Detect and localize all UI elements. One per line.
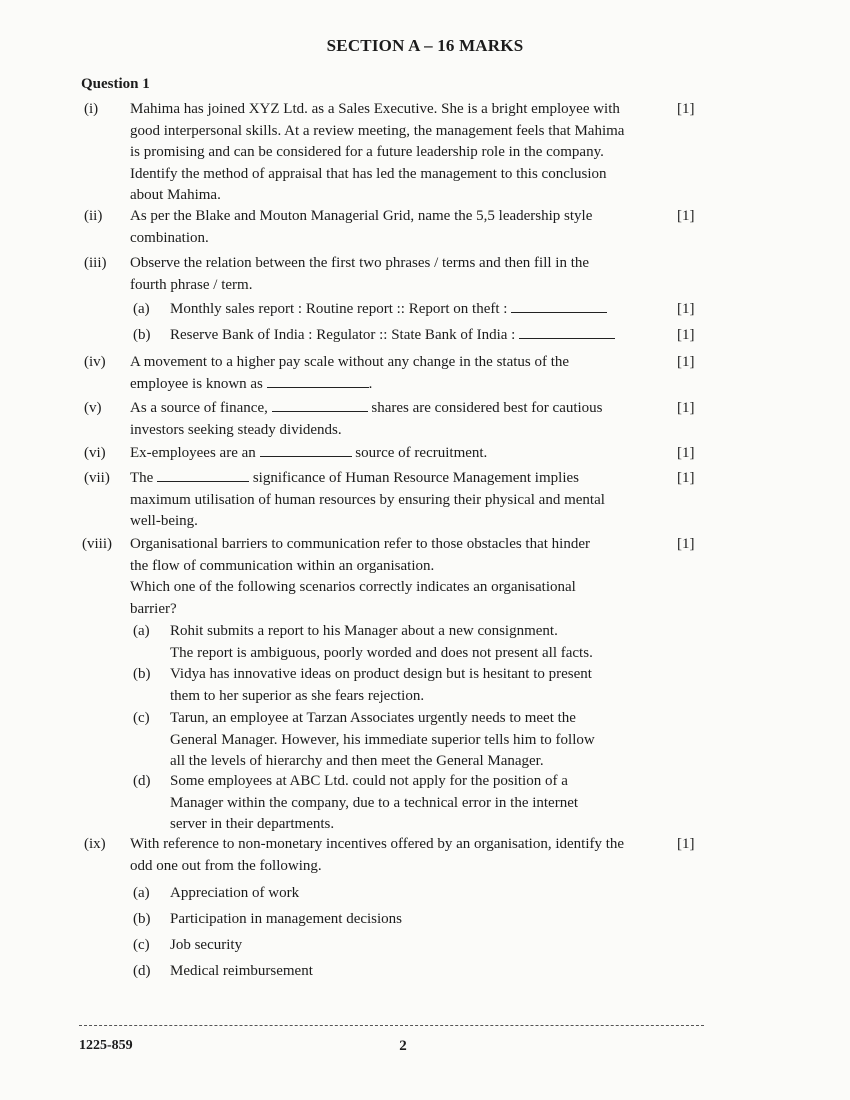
text-line: odd one out from the following.	[130, 857, 322, 874]
footer-divider	[79, 1025, 704, 1026]
item-text	[130, 206, 655, 249]
text-line: them to her superior as she fears rejection.	[170, 687, 425, 704]
option-number: (a)	[133, 623, 150, 639]
option-number: (d)	[133, 773, 151, 789]
section-title: SECTION A – 16 MARKS	[326, 36, 524, 55]
text-line: good interpersonal skills. At a review meeting, the management feels that Mahima	[130, 122, 625, 139]
text-line: Tarun, an employee at Tarzan Associates urgently needs to meet the	[170, 710, 576, 726]
mark-label: [1]	[677, 327, 695, 343]
option-number: (a)	[133, 885, 150, 901]
text-line: all the levels of hierarchy and then meet the General Manager.	[170, 753, 544, 769]
item-text	[130, 834, 655, 877]
text-line: fourth phrase / term.	[130, 276, 253, 293]
text-line: maximum utilisation of human resources by ensuring their physical and mental	[130, 491, 605, 508]
item-text	[130, 352, 655, 395]
text-line: Organisational barriers to communication refer to those obstacles that hinder	[130, 536, 590, 552]
option-number: (b)	[133, 666, 151, 682]
sub-item-text	[170, 325, 656, 347]
text-line: investors seeking steady dividends.	[130, 421, 342, 438]
text-line: about Mahima.	[130, 187, 221, 203]
text-line: Manager within the company, due to a technical error in the internet	[170, 794, 579, 811]
answer-blank	[511, 300, 607, 313]
option-number: (c)	[133, 710, 150, 726]
mark-label: [1]	[677, 536, 695, 552]
text-line: With reference to non-monetary incentives offered by an organisation, identify the	[130, 836, 625, 852]
text-line: Identify the method of appraisal that has led the management to this conclusion	[130, 165, 607, 182]
answer-blank	[260, 444, 352, 457]
item-text	[130, 99, 655, 207]
option-text	[170, 664, 656, 707]
mark-label: [1]	[677, 301, 695, 317]
option-text	[170, 708, 656, 773]
option-text: Medical reimbursement	[170, 963, 313, 979]
item-text	[130, 534, 655, 620]
text-line: well-being.	[130, 513, 198, 529]
answer-blank	[519, 326, 615, 339]
text-line: As a source of finance, shares are considered best for cautious	[130, 400, 603, 416]
sub-item-number: (b)	[133, 327, 151, 343]
text-line: Reserve Bank of India : Regulator :: State Bank of India :	[170, 327, 516, 343]
text-line: the flow of communication within an organisation.	[130, 557, 435, 574]
text-line: is promising and can be considered for a future leadership role in the company.	[130, 144, 604, 160]
text-line: Which one of the following scenarios correctly indicates an organisational	[130, 579, 576, 595]
answer-blank	[267, 375, 369, 388]
option-text: Job security	[170, 937, 243, 953]
paper-code: 1225-859	[79, 1038, 133, 1053]
answer-blank	[157, 469, 249, 482]
text-line: Observe the relation between the first two phrases / terms and then fill in the	[130, 255, 590, 271]
text-line: Vidya has innovative ideas on product design but is hesitant to present	[170, 666, 592, 682]
option-number: (d)	[133, 963, 151, 979]
option-number: (b)	[133, 911, 151, 927]
item-number: (vii)	[84, 470, 110, 486]
item-number: (i)	[84, 101, 99, 117]
option-text: Participation in management decisions	[170, 911, 403, 927]
item-number: (iv)	[84, 354, 106, 370]
mark-label: [1]	[677, 208, 695, 224]
text-line: server in their departments.	[170, 816, 335, 832]
mark-label: [1]	[677, 470, 695, 486]
sub-item-text	[170, 299, 656, 321]
answer-blank	[272, 399, 368, 412]
option-text: Appreciation of work	[170, 885, 300, 901]
text-line: The significance of Human Resource Management implies	[130, 470, 579, 486]
option-text	[170, 621, 656, 664]
mark-label: [1]	[677, 836, 695, 852]
item-number: (viii)	[82, 536, 112, 552]
item-number: (iii)	[84, 255, 107, 271]
text-line: Monthly sales report : Routine report :: Report on theft :	[170, 301, 508, 317]
mark-label: [1]	[677, 445, 695, 461]
sub-item-number: (a)	[133, 301, 150, 317]
mark-label: [1]	[677, 354, 695, 370]
text-line: employee is known as .	[130, 375, 373, 392]
item-number: (vi)	[84, 445, 106, 461]
text-line: combination.	[130, 229, 209, 246]
item-text	[130, 253, 655, 296]
question-title: Question 1	[81, 76, 150, 92]
item-number: (ix)	[84, 836, 106, 852]
text-line: Rohit submits a report to his Manager about a new consignment.	[170, 623, 558, 639]
text-line: Mahima has joined XYZ Ltd. as a Sales Executive. She is a bright employee with	[130, 101, 620, 117]
item-text: Ex-employees are an source of recruitment.	[130, 445, 488, 461]
item-number: (ii)	[84, 208, 103, 224]
text-line: barrier?	[130, 600, 177, 617]
option-number: (c)	[133, 937, 150, 953]
item-text	[130, 468, 655, 533]
option-text	[170, 771, 656, 836]
item-text	[130, 398, 655, 441]
text-line: As per the Blake and Mouton Managerial Grid, name the 5,5 leadership style	[130, 208, 593, 224]
mark-label: [1]	[677, 400, 695, 416]
mark-label: [1]	[677, 101, 695, 117]
page-number: 2	[399, 1038, 407, 1054]
text-line: General Manager. However, his immediate superior tells him to follow	[170, 731, 595, 748]
item-number: (v)	[84, 400, 102, 416]
text-line: A movement to a higher pay scale without any change in the status of the	[130, 354, 570, 370]
text-line: Some employees at ABC Ltd. could not apply for the position of a	[170, 773, 568, 789]
text-line: The report is ambiguous, poorly worded and does not present all facts.	[170, 644, 593, 661]
